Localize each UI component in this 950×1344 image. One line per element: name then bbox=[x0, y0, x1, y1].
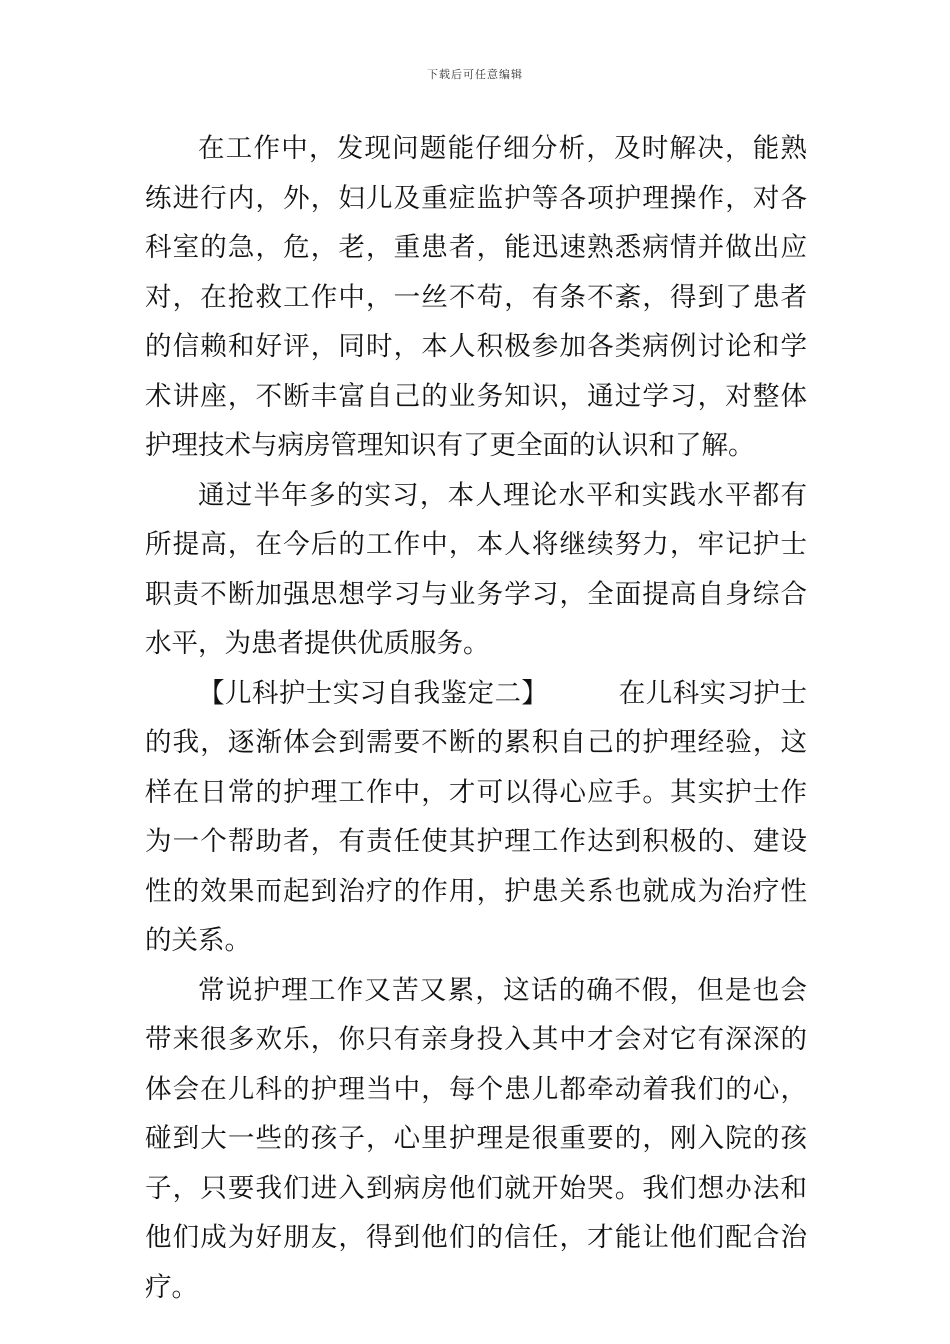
paragraph-work: 在工作中，发现问题能仔细分析，及时解决，能熟练进行内，外，妇儿及重症监护等各项护理操作，对各科室的急，危，老，重患者，能迅速熟悉病情并做出应对，在抢救工作中，一丝不苟，有条不紊，得到了患者的信赖和好评，同时，本人积极参加各类病例讨论和学术讲座，不断丰富自己的业务知识，通过学习，对整体护理技术与病房管理知识有了更全面的认识和了解。 bbox=[145, 133, 807, 461]
page-header: 下载后可任意编辑 bbox=[427, 68, 523, 81]
paragraph-closing: 常说护理工作又苦又累，这话的确不假，但是也会带来很多欢乐，你只有亲身投入其中才会对它有深深的体会在儿科的护理当中，每个患儿都牵动着我们的心，碰到大一些的孩子，心里护理是很重要的，刚入院的孩子，只要我们进入到病房他们就开始哭。我们想办法和他们成为好朋友，得到他们的信任，才能让他们配合治疗。 bbox=[145, 974, 807, 1303]
section-heading: 【儿科护士实习自我鉴定二】 bbox=[198, 677, 549, 709]
paragraph-section-two bbox=[145, 669, 807, 966]
paragraph-summary: 通过半年多的实习，本人理论水平和实践水平都有所提高，在今后的工作中，本人将继续努力，牢记护士职责不断加强思想学习与业务学习，全面提高自身综合水平，为患者提供优质服务。 bbox=[145, 479, 807, 659]
document-body bbox=[145, 124, 807, 1312]
section-paragraph-text: 在儿科实习护士的我，逐渐体会到需要不断的累积自己的护理经验，这样在日常的护理工作中，才可以得心应手。其实护士作为一个帮助者，有责任使其护理工作达到积极的、建设性的效果而起到治疗的作用，护患关系也就成为治疗性的关系。 bbox=[145, 677, 808, 956]
